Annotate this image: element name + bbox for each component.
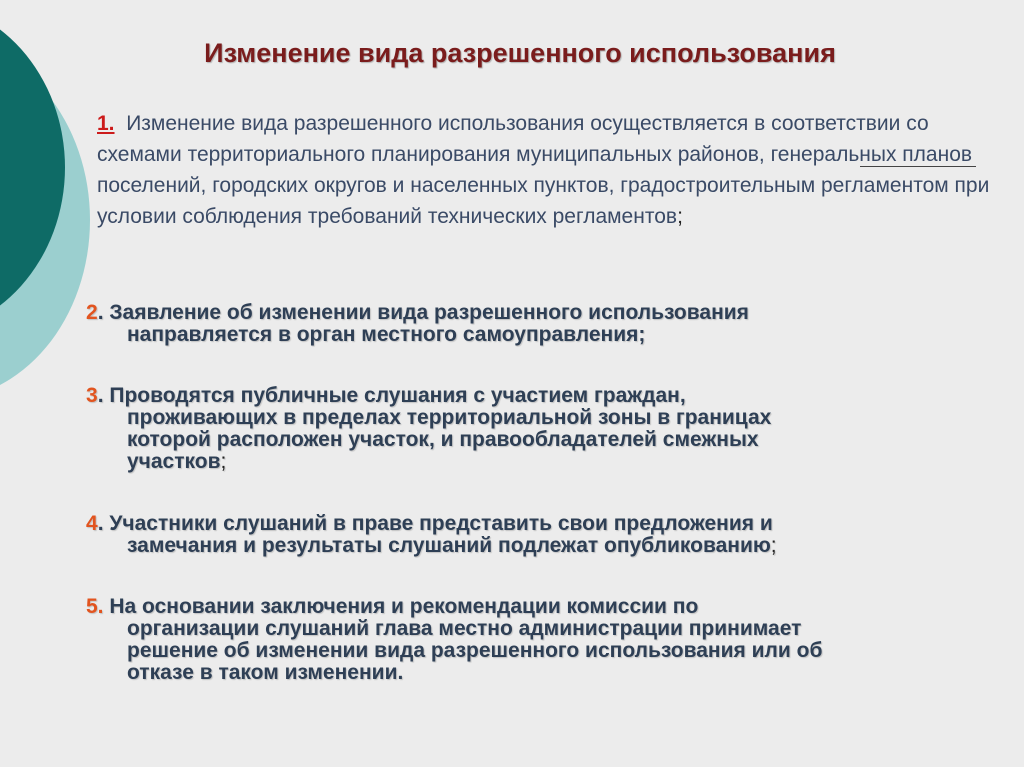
item-3-line1: . Проводятся публичные слушания с участием граждан,	[97, 384, 686, 407]
item-3-line4: участков	[127, 450, 221, 473]
item-1-number: 1.	[97, 112, 115, 135]
item-2-line1: . Заявление об изменении вида разрешенного использования	[97, 301, 749, 324]
decorative-underline	[860, 166, 976, 167]
item-4-line1: . Участники слушаний в праве представить свои предложения и	[97, 512, 773, 535]
item-5-line1: На основании заключения и рекомендации комиссии по	[103, 595, 699, 618]
slide-title: Изменение вида разрешенного использования	[204, 38, 836, 68]
item-5	[86, 596, 946, 684]
item-5-line4: отказе в таком изменении.	[127, 661, 404, 684]
item-5-line3: решение об изменении вида разрешенного использования или об	[127, 639, 823, 662]
item-3-line3: которой расположен участок, и правообладателей смежных	[127, 428, 759, 451]
item-3	[86, 385, 946, 473]
item-1-text: Изменение вида разрешенного использования осуществляется в соответствии со схемами территориального планирования муниципальных районов, генеральных планов поселений, городских округов и населенных пунктов, градостроительным регламентом при условии соблюдения требований технических регламентов	[97, 112, 990, 228]
item-4	[86, 513, 946, 557]
item-3-line4-wrap	[86, 451, 946, 473]
item-3-end: ;	[220, 450, 227, 473]
item-2-number: 2	[86, 301, 98, 324]
item-2-line2: направляется в орган местного самоуправления;	[127, 323, 646, 346]
item-5-line2: организации слушаний глава местно администрации принимает	[127, 617, 802, 640]
item-4-line2: замечания и результаты слушаний подлежат опубликованию	[127, 534, 771, 557]
item-4-end: ;	[770, 534, 777, 557]
item-3-line2: проживающих в пределах территориальной зоны в границах	[127, 406, 772, 429]
item-2	[86, 302, 946, 346]
item-4-line2-wrap	[86, 535, 946, 557]
item-5-number: 5.	[86, 595, 104, 618]
item-1-end: ;	[677, 205, 683, 228]
item-3-number: 3	[86, 384, 98, 407]
item-1	[97, 108, 1002, 232]
item-4-number: 4	[86, 512, 98, 535]
